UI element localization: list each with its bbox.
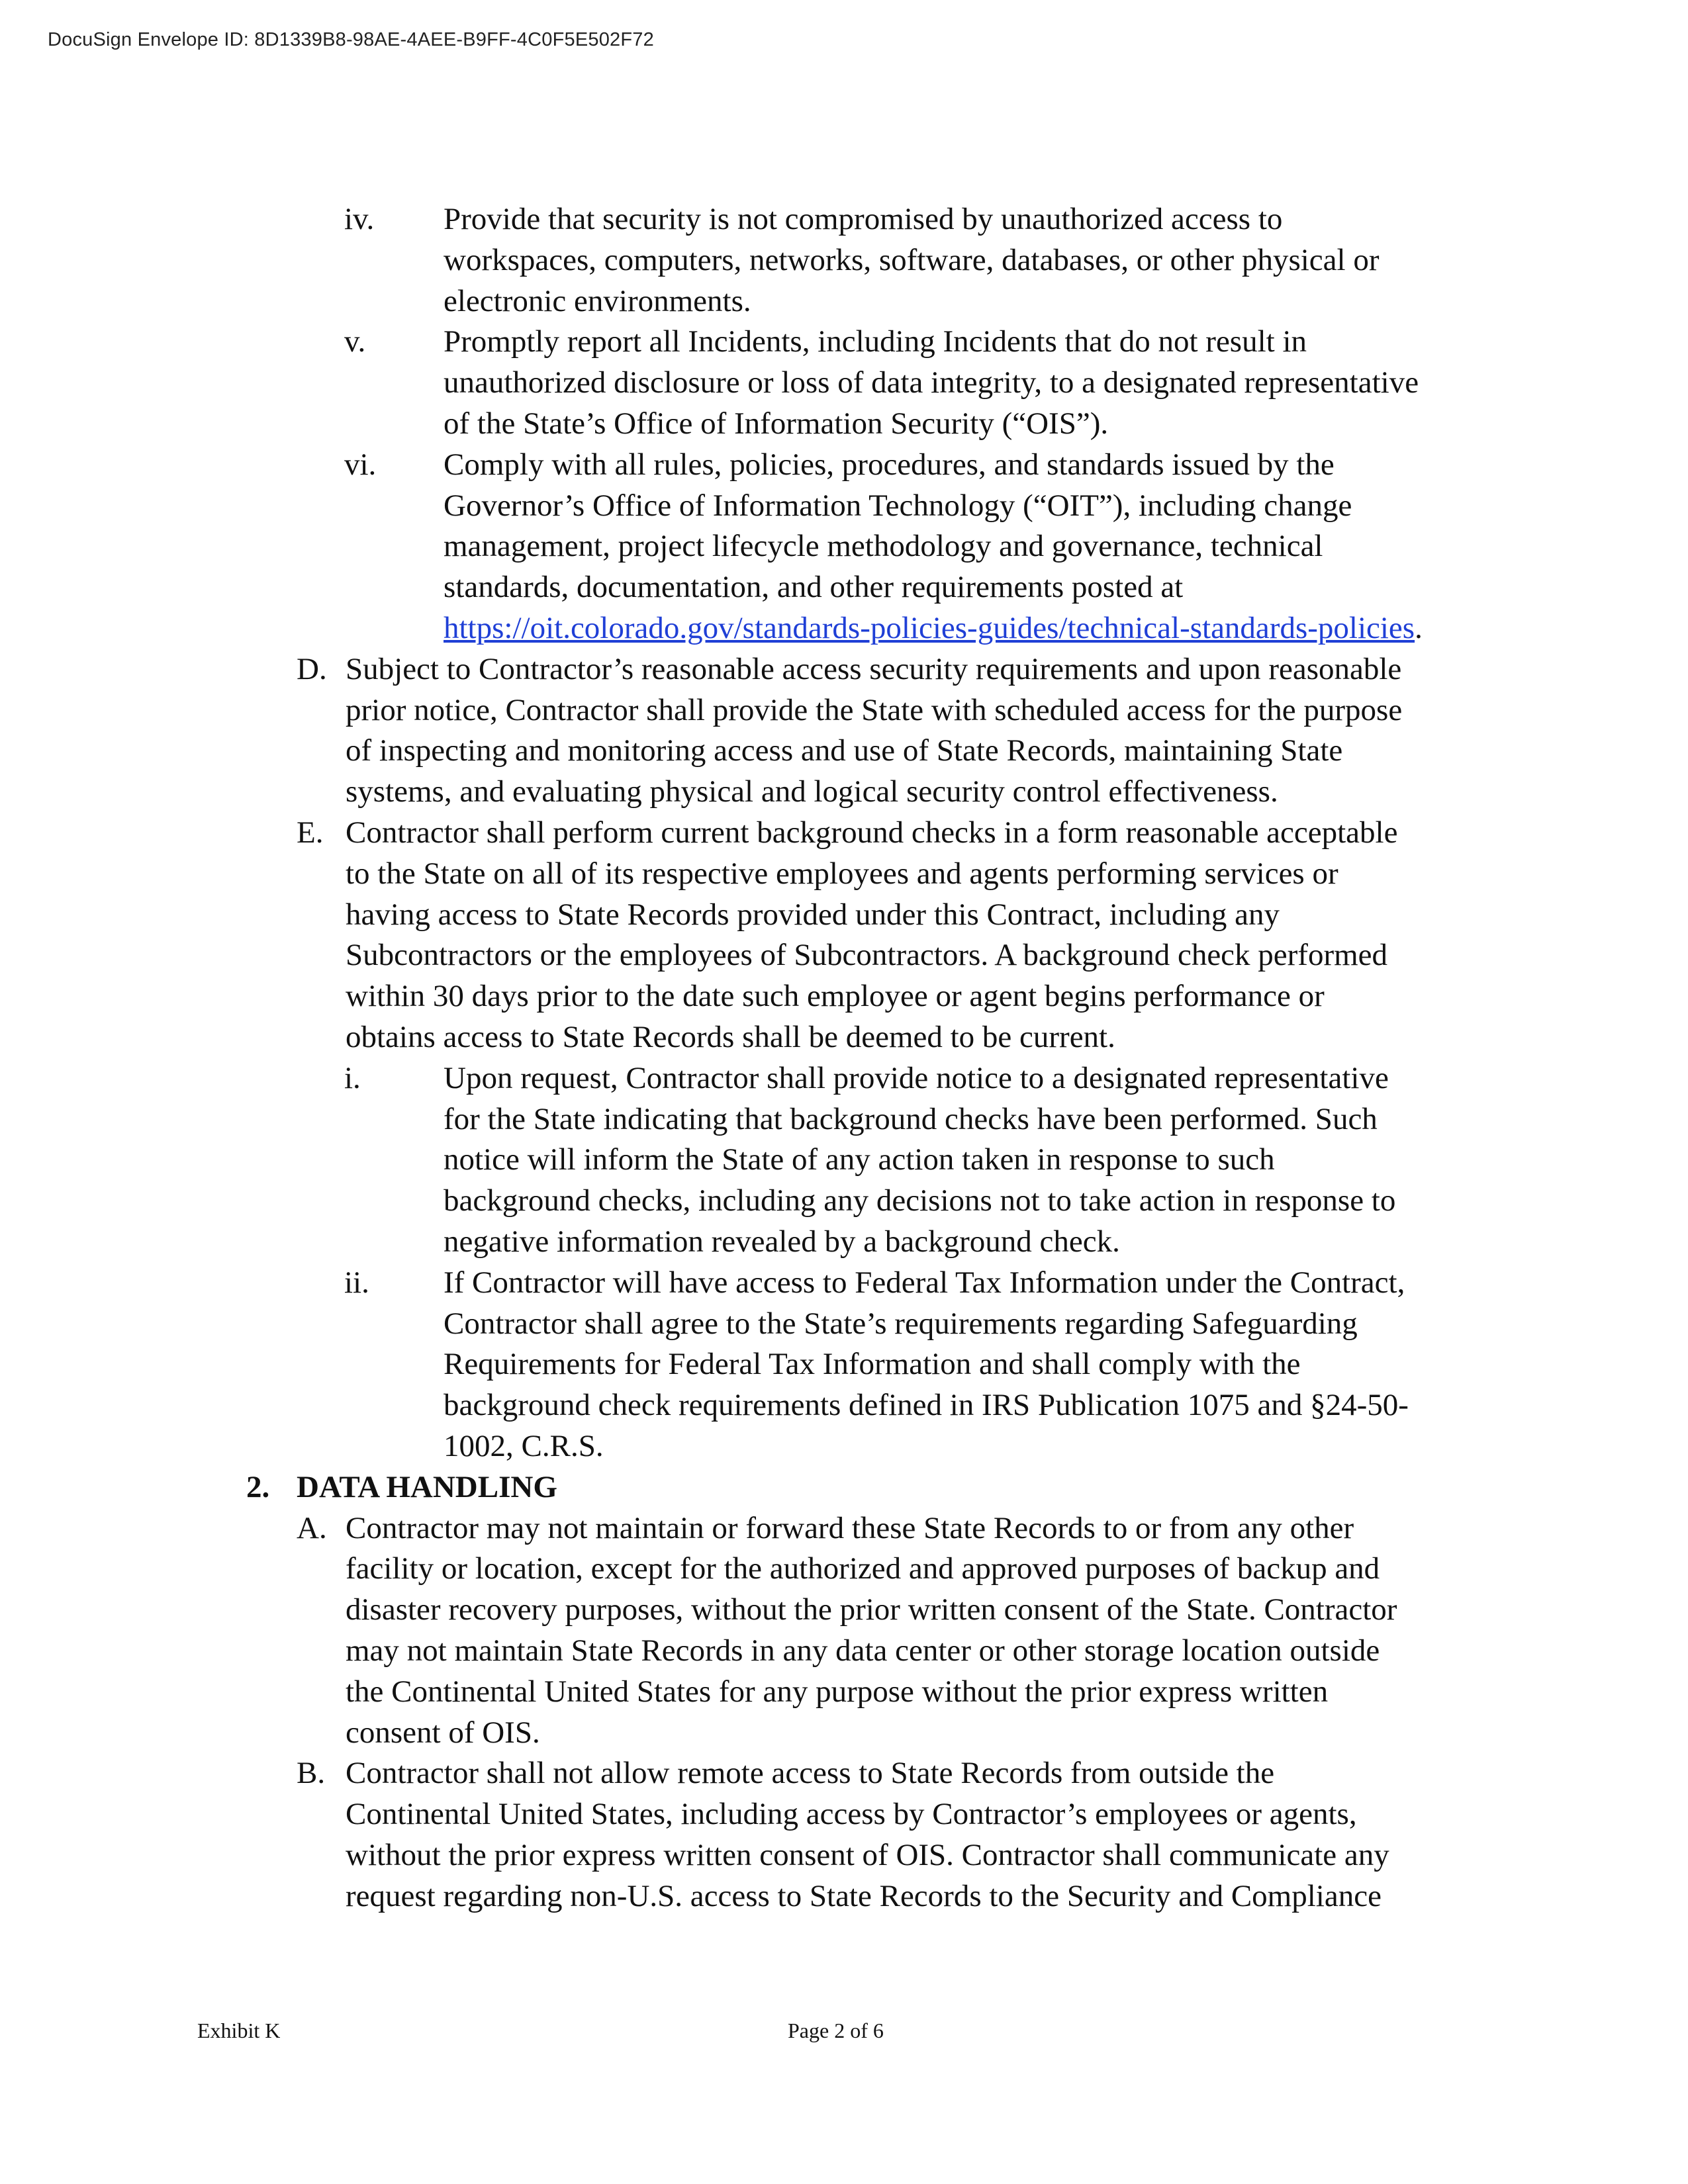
list-item (0, 1753, 1688, 1917)
list-item (0, 445, 1688, 649)
item-text-line: background check requirements defined in IRS Publication 1075 and §24-50- (444, 1388, 1409, 1423)
item-text-line: Requirements for Federal Tax Information and shall comply with the (444, 1347, 1301, 1382)
list-marker: vi. (344, 447, 377, 482)
list-item (0, 1058, 1688, 1263)
item-text-line: Promptly report all Incidents, including Incidents that do not result in (444, 324, 1307, 359)
item-text-line: systems, and evaluating physical and logical security control effectiveness. (346, 774, 1278, 809)
item-text-line: If Contractor will have access to Federal Tax Information under the Contract, (444, 1265, 1405, 1300)
list-marker: A. (297, 1510, 327, 1545)
list-item (0, 322, 1688, 444)
item-text-line: Contractor shall perform current background checks in a form reasonable acceptable (346, 815, 1398, 850)
list-marker: E. (297, 815, 324, 850)
item-text-line: of inspecting and monitoring access and use of State Records, maintaining State (346, 733, 1343, 768)
item-text-line: of the State’s Office of Information Security (“OIS”). (444, 406, 1109, 441)
list-item (0, 199, 1688, 322)
item-text-line: for the State indicating that background checks have been performed. Such (444, 1101, 1378, 1136)
item-text-line: background checks, including any decisions not to take action in response to (444, 1183, 1396, 1218)
item-text-line: Contractor shall agree to the State’s requirements regarding Safeguarding (444, 1306, 1358, 1341)
oit-standards-link[interactable]: https://oit.colorado.gov/standards-policies-guides/technical-standards-policies (444, 610, 1415, 645)
item-text-line: electronic environments. (444, 283, 751, 318)
item-text-line: negative information revealed by a background check. (444, 1224, 1120, 1259)
item-text-line: consent of OIS. (346, 1715, 540, 1750)
item-text-line: Governor’s Office of Information Technology (“OIT”), including change (444, 488, 1352, 523)
list-item (0, 1508, 1688, 1754)
item-text-line: within 30 days prior to the date such employee or agent begins performance or (346, 979, 1325, 1014)
item-text-line: to the State on all of its respective employees and agents performing services or (346, 856, 1338, 891)
item-text-line: unauthorized disclosure or loss of data integrity, to a designated representative (444, 365, 1419, 400)
item-text-line: may not maintain State Records in any data center or other storage location outside (346, 1633, 1380, 1668)
link-suffix: . (1415, 610, 1423, 645)
item-text-line: Continental United States, including access by Contractor’s employees or agents, (346, 1797, 1357, 1832)
item-text-line: Subject to Contractor’s reasonable access security requirements and upon reasonable (346, 651, 1402, 686)
item-text-line: obtains access to State Records shall be deemed to be current. (346, 1020, 1115, 1054)
item-text-line: without the prior express written consent of OIS. Contractor shall communicate any (346, 1837, 1389, 1872)
list-marker: v. (344, 324, 366, 359)
footer-exhibit-label: Exhibit K (197, 2019, 281, 2042)
section-title: DATA HANDLING (297, 1469, 557, 1504)
item-text-line: facility or location, except for the authorized and approved purposes of backup and (346, 1551, 1380, 1586)
item-text-line: the Continental United States for any purpose without the prior express written (346, 1674, 1329, 1709)
item-text-line: management, project lifecycle methodology and governance, technical (444, 529, 1323, 564)
list-marker: B. (297, 1756, 326, 1791)
list-item (0, 1263, 1688, 1467)
list-marker: D. (297, 651, 327, 686)
item-text-line: workspaces, computers, networks, software, databases, or other physical or (444, 242, 1380, 277)
item-text-line: having access to State Records provided under this Contract, including any (346, 897, 1280, 932)
item-text-line: Comply with all rules, policies, procedures, and standards issued by the (444, 447, 1335, 482)
item-text-line: Contractor shall not allow remote access to State Records from outside the (346, 1756, 1275, 1791)
footer-page-number: Page 2 of 6 (788, 2019, 884, 2042)
item-text-line: standards, documentation, and other requirements posted at (444, 570, 1184, 605)
item-text-line: notice will inform the State of any action taken in response to such (444, 1142, 1275, 1177)
list-marker: 2. (246, 1469, 270, 1504)
list-item (0, 649, 1688, 813)
item-text-line: disaster recovery purposes, without the prior written consent of the State. Contractor (346, 1592, 1397, 1627)
list-marker: ii. (344, 1265, 369, 1300)
item-text-line: 1002, C.R.S. (444, 1428, 604, 1463)
item-text-line: request regarding non-U.S. access to State Records to the Security and Compliance (346, 1878, 1382, 1913)
item-text-line: prior notice, Contractor shall provide the State with scheduled access for the purpose (346, 692, 1403, 727)
list-marker: i. (344, 1060, 361, 1095)
list-marker: iv. (344, 202, 375, 236)
item-text-line: Provide that security is not compromised by unauthorized access to (444, 202, 1283, 236)
item-text-line: Upon request, Contractor shall provide notice to a designated representative (444, 1060, 1389, 1095)
section-heading (0, 1467, 1688, 1508)
item-text-line: Contractor may not maintain or forward these State Records to or from any other (346, 1510, 1354, 1545)
link-line (444, 608, 1423, 649)
docusign-envelope-id: DocuSign Envelope ID: 8D1339B8-98AE-4AEE-B9FF-4C0F5E502F72 (48, 29, 654, 50)
item-text-line: Subcontractors or the employees of Subcontractors. A background check performed (346, 938, 1388, 973)
list-item (0, 813, 1688, 1058)
